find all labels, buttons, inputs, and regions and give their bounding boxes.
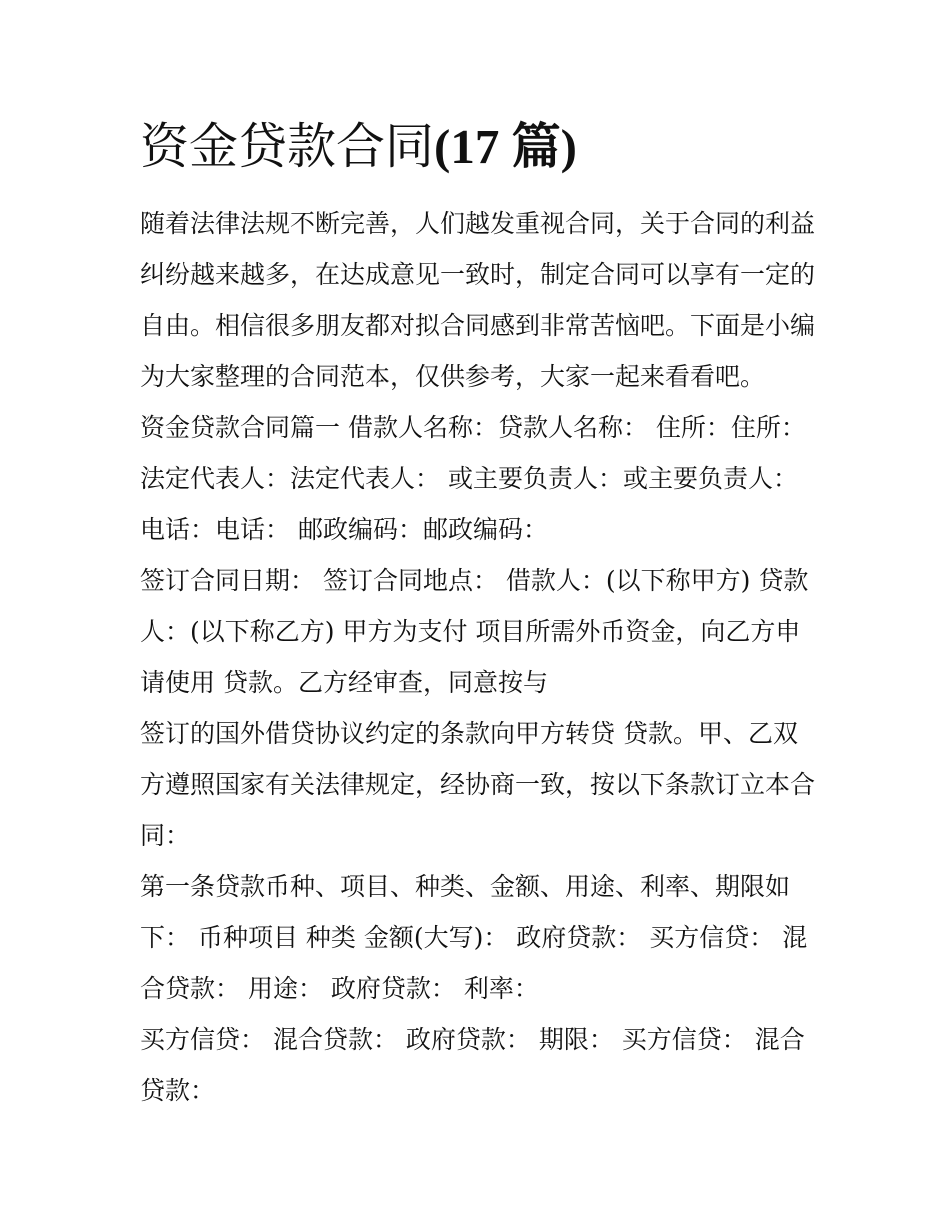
body-line: 同： <box>140 821 191 850</box>
body-line: 签订合同日期： 签订合同地点： 借款人：(以下称甲方) 贷款 <box>140 566 809 595</box>
body-line: 人：(以下称乙方) 甲方为支付 项目所需外币资金，向乙方申 <box>140 617 801 646</box>
document-body <box>140 198 820 1116</box>
body-line: 随着法律法规不断完善，人们越发重视合同，关于合同的利益 <box>140 209 816 238</box>
body-line: 贷款： <box>140 1076 216 1105</box>
body-line: 第一条贷款币种、项目、种类、金额、用途、利率、期限如 <box>140 872 791 901</box>
body-line: 请使用 贷款。乙方经审查，同意按与 <box>140 668 548 697</box>
body-line: 下： 币种项目 种类 金额(大写)： 政府贷款： 买方信贷： 混 <box>140 923 808 952</box>
body-line: 买方信贷： 混合贷款： 政府贷款： 期限： 买方信贷： 混合 <box>140 1025 805 1054</box>
body-line: 资金贷款合同篇一 借款人名称：贷款人名称： 住所：住所： <box>140 413 806 442</box>
body-line: 为大家整理的合同范本，仅供参考，大家一起来看看吧。 <box>140 362 766 391</box>
body-line: 纠纷越来越多，在达成意见一致时，制定合同可以享有一定的 <box>140 260 816 289</box>
title-count: (17 篇) <box>434 119 577 174</box>
document-title <box>140 116 577 178</box>
body-line: 自由。相信很多朋友都对拟合同感到非常苦恼吧。下面是小编 <box>140 311 816 340</box>
body-line: 合贷款： 用途： 政府贷款： 利率： <box>140 974 539 1003</box>
body-line: 电话：电话： 邮政编码：邮政编码： <box>140 515 548 544</box>
title-text: 资金贷款合同 <box>140 118 435 175</box>
body-line: 签订的国外借贷协议约定的条款向甲方转贷 贷款。甲、乙双 <box>140 719 798 748</box>
body-line: 法定代表人：法定代表人： 或主要负责人：或主要负责人： <box>140 464 798 493</box>
body-line: 方遵照国家有关法律规定，经协商一致，按以下条款订立本合 <box>140 770 816 799</box>
